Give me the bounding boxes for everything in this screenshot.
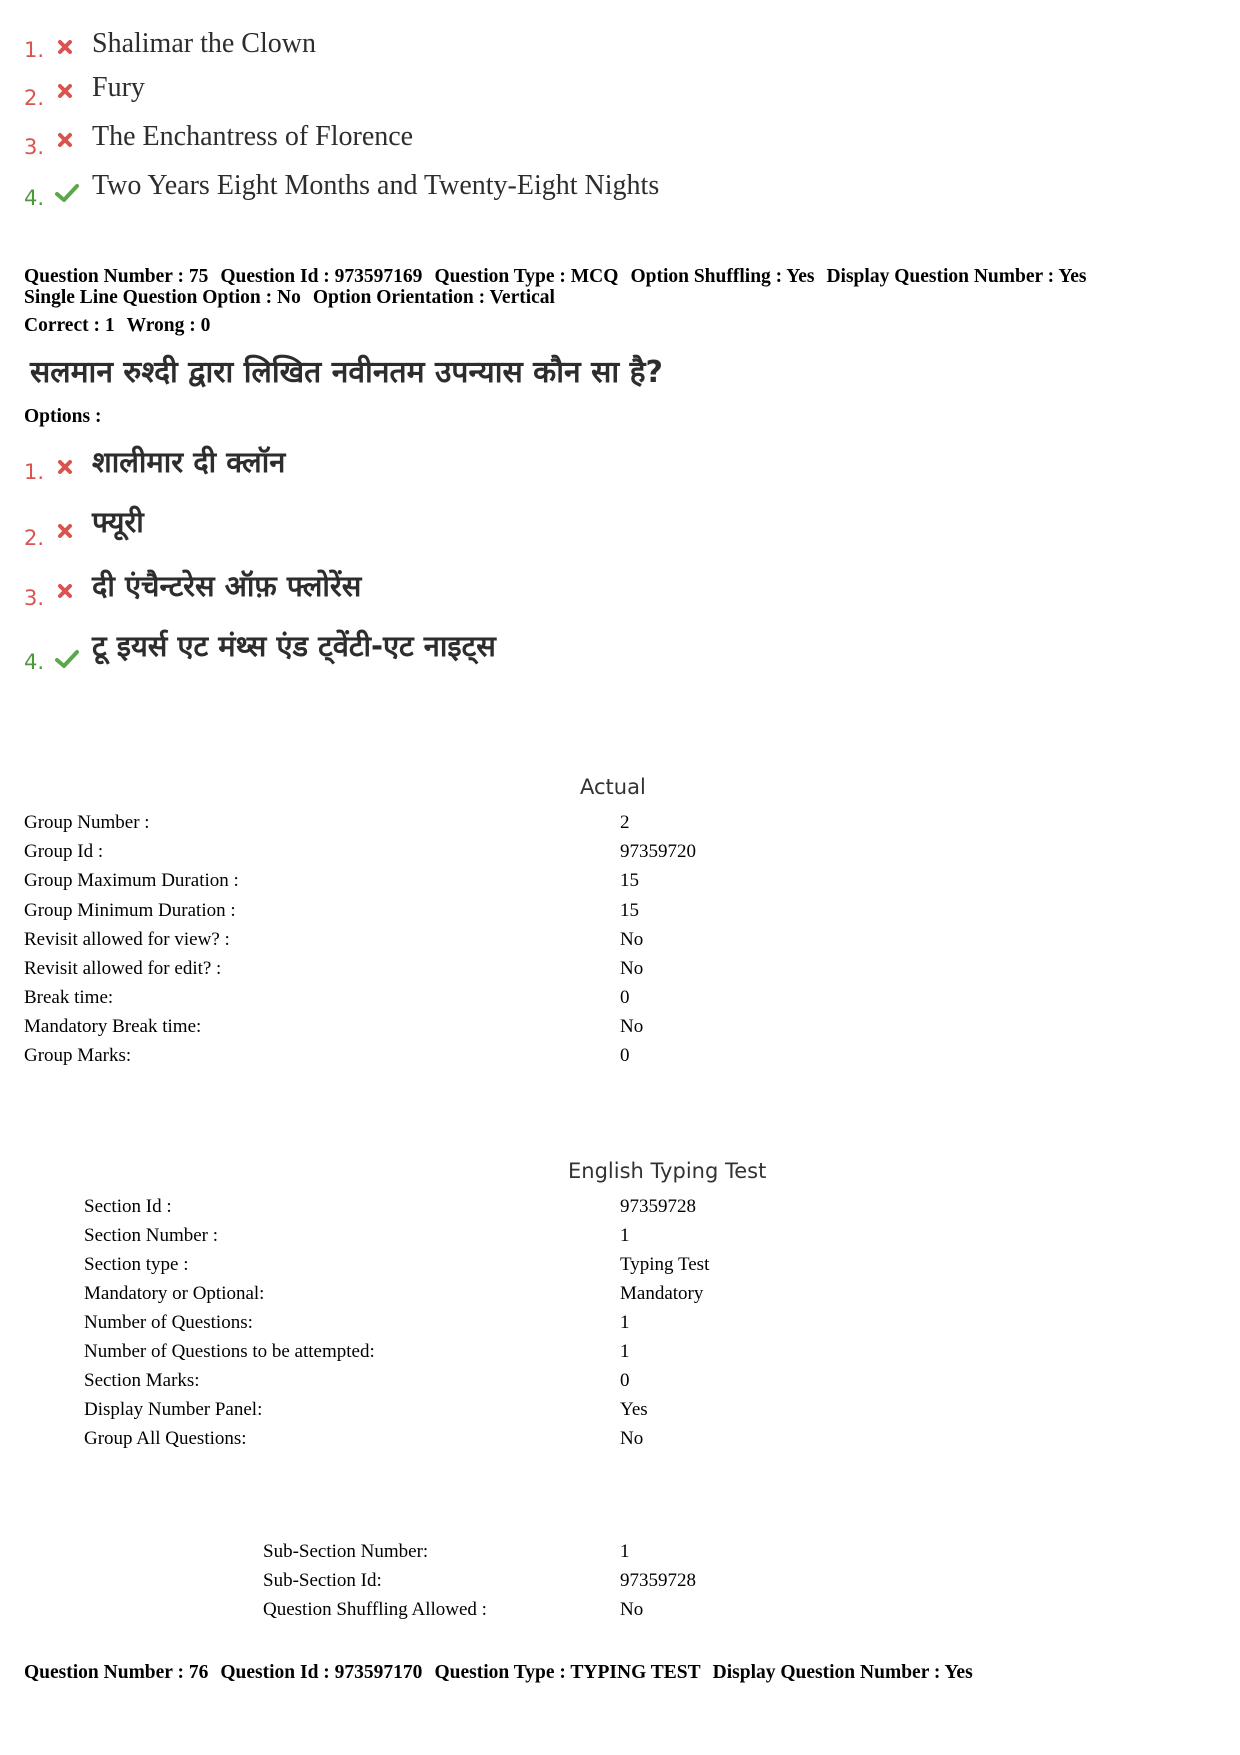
question-type: Question Type : TYPING TEST <box>434 1662 701 1683</box>
display-question-number: Display Question Number : Yes <box>712 1662 973 1683</box>
wrong-marks: Wrong : 0 <box>126 315 211 336</box>
question-shuffling-label: Question Shuffling Allowed : <box>263 1599 487 1620</box>
wrong-cross-icon <box>54 520 76 542</box>
revisit-edit-value: No <box>620 958 644 979</box>
correct-marks: Correct : 1 <box>24 315 115 336</box>
section-marks-label: Section Marks: <box>84 1370 200 1391</box>
question-type: Question Type : MCQ <box>434 266 619 287</box>
question-text: सलमान रुश्दी द्वारा लिखित नवीनतम उपन्यास कौन सा है? <box>30 355 663 390</box>
question-meta-line <box>24 1662 985 1684</box>
group-all-questions-value: No <box>620 1428 644 1449</box>
group-heading: Actual <box>580 775 646 799</box>
questions-attempted-value: 1 <box>620 1341 630 1362</box>
option-number: 3. <box>24 135 45 159</box>
option-text: दी एंचैन्टरेस ऑफ़ फ्लोरेंस <box>92 569 362 603</box>
group-min-duration-value: 15 <box>620 900 639 921</box>
option-text: टू इयर्स एट मंथ्स एंड ट्वेंटी-एट नाइट्स <box>92 629 496 663</box>
option-number: 2. <box>24 86 45 110</box>
wrong-cross-icon <box>54 580 76 602</box>
section-type-label: Section type : <box>84 1254 189 1275</box>
question-id: Question Id : 973597170 <box>220 1662 423 1683</box>
subsection-number-value: 1 <box>620 1541 630 1562</box>
break-time-label: Break time: <box>24 987 114 1008</box>
mandatory-break-label: Mandatory Break time: <box>24 1016 202 1037</box>
correct-check-icon <box>54 182 80 204</box>
question-id: Question Id : 973597169 <box>220 266 423 287</box>
wrong-cross-icon <box>54 36 76 58</box>
group-max-duration-label: Group Maximum Duration : <box>24 870 239 891</box>
section-number-value: 1 <box>620 1225 630 1246</box>
option-number: 3. <box>24 586 45 610</box>
group-max-duration-value: 15 <box>620 870 639 891</box>
display-number-panel-label: Display Number Panel: <box>84 1399 263 1420</box>
option-number: 1. <box>24 460 45 484</box>
option-text: Fury <box>92 72 145 103</box>
subsection-id-label: Sub-Section Id: <box>263 1570 382 1591</box>
question-shuffling-value: No <box>620 1599 644 1620</box>
option-text: फ्यूरी <box>92 505 144 539</box>
question-meta-line <box>24 266 1099 288</box>
question-marks-line <box>24 315 222 337</box>
option-text: शालीमार दी क्लॉन <box>92 445 286 479</box>
display-number-panel-value: Yes <box>620 1399 648 1420</box>
group-marks-label: Group Marks: <box>24 1045 132 1066</box>
mandatory-break-value: No <box>620 1016 644 1037</box>
break-time-value: 0 <box>620 987 630 1008</box>
display-question-number: Display Question Number : Yes <box>826 266 1087 287</box>
revisit-view-label: Revisit allowed for view? : <box>24 929 230 950</box>
wrong-cross-icon <box>54 456 76 478</box>
mandatory-optional-value: Mandatory <box>620 1283 704 1304</box>
group-min-duration-label: Group Minimum Duration : <box>24 900 236 921</box>
group-id-value: 97359720 <box>620 841 696 862</box>
group-marks-value: 0 <box>620 1045 630 1066</box>
question-number: Question Number : 76 <box>24 1662 209 1683</box>
group-number-label: Group Number : <box>24 812 150 833</box>
subsection-id-value: 97359728 <box>620 1570 696 1591</box>
option-number: 4. <box>24 186 45 210</box>
option-orientation: Option Orientation : Vertical <box>312 287 555 308</box>
option-text: Shalimar the Clown <box>92 28 316 59</box>
group-id-label: Group Id : <box>24 841 104 862</box>
mandatory-optional-label: Mandatory or Optional: <box>84 1283 265 1304</box>
option-text: The Enchantress of Florence <box>92 121 414 152</box>
section-id-label: Section Id : <box>84 1196 172 1217</box>
wrong-cross-icon <box>54 129 76 151</box>
number-of-questions-value: 1 <box>620 1312 630 1333</box>
subsection-number-label: Sub-Section Number: <box>263 1541 429 1562</box>
correct-check-icon <box>54 648 80 670</box>
section-id-value: 97359728 <box>620 1196 696 1217</box>
single-line-option: Single Line Question Option : No <box>24 287 301 308</box>
question-number: Question Number : 75 <box>24 266 209 287</box>
revisit-edit-label: Revisit allowed for edit? : <box>24 958 222 979</box>
section-heading: English Typing Test <box>568 1159 767 1183</box>
revisit-view-value: No <box>620 929 644 950</box>
option-text: Two Years Eight Months and Twenty-Eight Nights <box>92 170 660 201</box>
group-all-questions-label: Group All Questions: <box>84 1428 247 1449</box>
question-meta-line <box>24 287 567 309</box>
option-number: 2. <box>24 526 45 550</box>
section-number-label: Section Number : <box>84 1225 219 1246</box>
option-number: 4. <box>24 650 45 674</box>
group-number-value: 2 <box>620 812 630 833</box>
option-shuffling: Option Shuffling : Yes <box>630 266 815 287</box>
questions-attempted-label: Number of Questions to be attempted: <box>84 1341 375 1362</box>
number-of-questions-label: Number of Questions: <box>84 1312 253 1333</box>
option-number: 1. <box>24 38 45 62</box>
wrong-cross-icon <box>54 80 76 102</box>
section-type-value: Typing Test <box>620 1254 710 1275</box>
options-label: Options : <box>24 406 102 427</box>
section-marks-value: 0 <box>620 1370 630 1391</box>
